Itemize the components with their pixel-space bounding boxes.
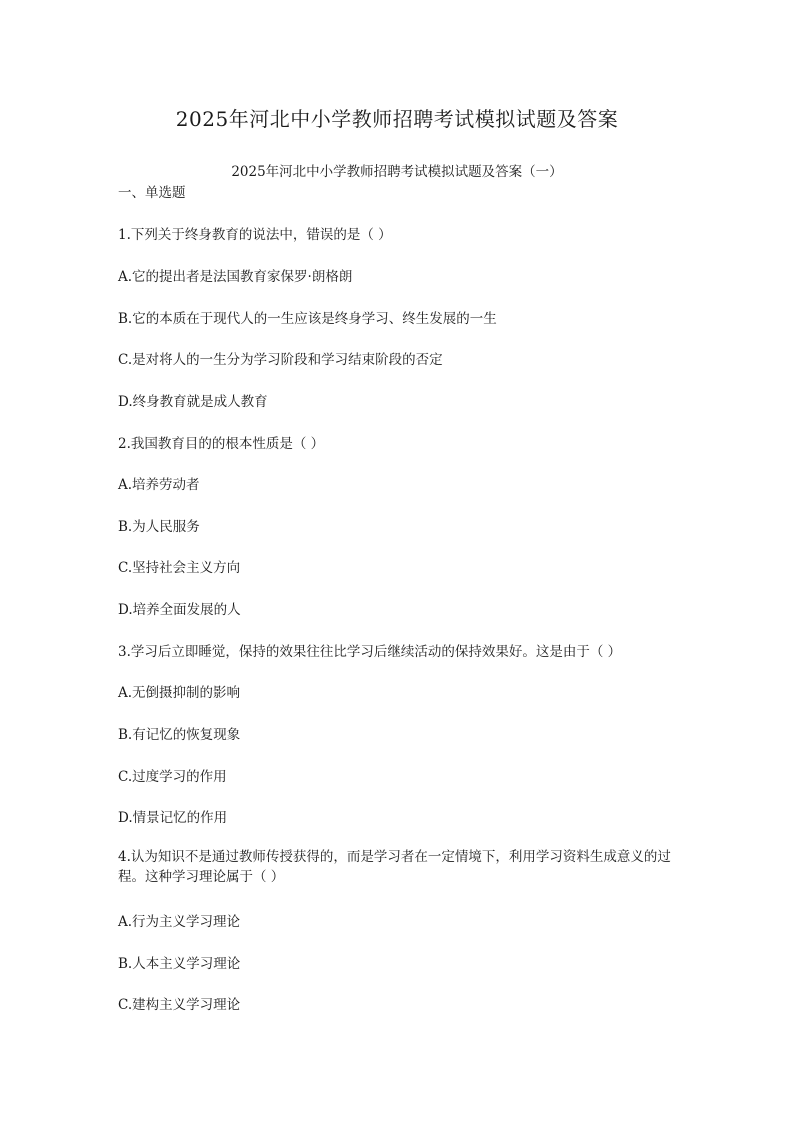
answer-option: B.它的本质在于现代人的一生应该是终身学习、终生发展的一生	[118, 311, 497, 327]
answer-option: A.培养劳动者	[118, 477, 200, 493]
question-stem: 4.认为知识不是通过教师传授获得的，而是学习者在一定情境下，利用学习资料生成意义的过程。这种学习理论属于（ ）	[118, 849, 671, 885]
answer-option: B.有记忆的恢复现象	[118, 727, 241, 743]
answer-option: B.为人民服务	[118, 519, 200, 535]
page-title: 2025年河北中小学教师招聘考试模拟试题及答案	[175, 107, 619, 131]
answer-option: A.无倒摄抑制的影响	[118, 685, 241, 701]
question-stem: 2.我国教育目的的根本性质是（ ）	[118, 436, 325, 452]
answer-option: A.行为主义学习理论	[118, 914, 241, 930]
section-heading: 一、单选题	[118, 185, 186, 201]
answer-option: B.人本主义学习理论	[118, 956, 241, 972]
answer-option: A.它的提出者是法国教育家保罗·朗格朗	[118, 269, 353, 285]
question-stem: 1.下列关于终身教育的说法中，错误的是（ ）	[118, 227, 392, 243]
answer-option: D.培养全面发展的人	[118, 602, 241, 618]
question-stem: 3.学习后立即睡觉，保持的效果往往比学习后继续活动的保持效果好。这是由于（ ）	[118, 644, 622, 660]
answer-option: C.建构主义学习理论	[118, 997, 241, 1013]
answer-option: C.坚持社会主义方向	[118, 560, 241, 576]
answer-option: D.终身教育就是成人教育	[118, 394, 268, 410]
answer-option: D.情景记忆的作用	[118, 810, 228, 826]
page-subtitle: 2025年河北中小学教师招聘考试模拟试题及答案（一）	[231, 164, 563, 180]
answer-option: C.过度学习的作用	[118, 769, 227, 785]
answer-option: C.是对将人的一生分为学习阶段和学习结束阶段的否定	[118, 352, 443, 368]
